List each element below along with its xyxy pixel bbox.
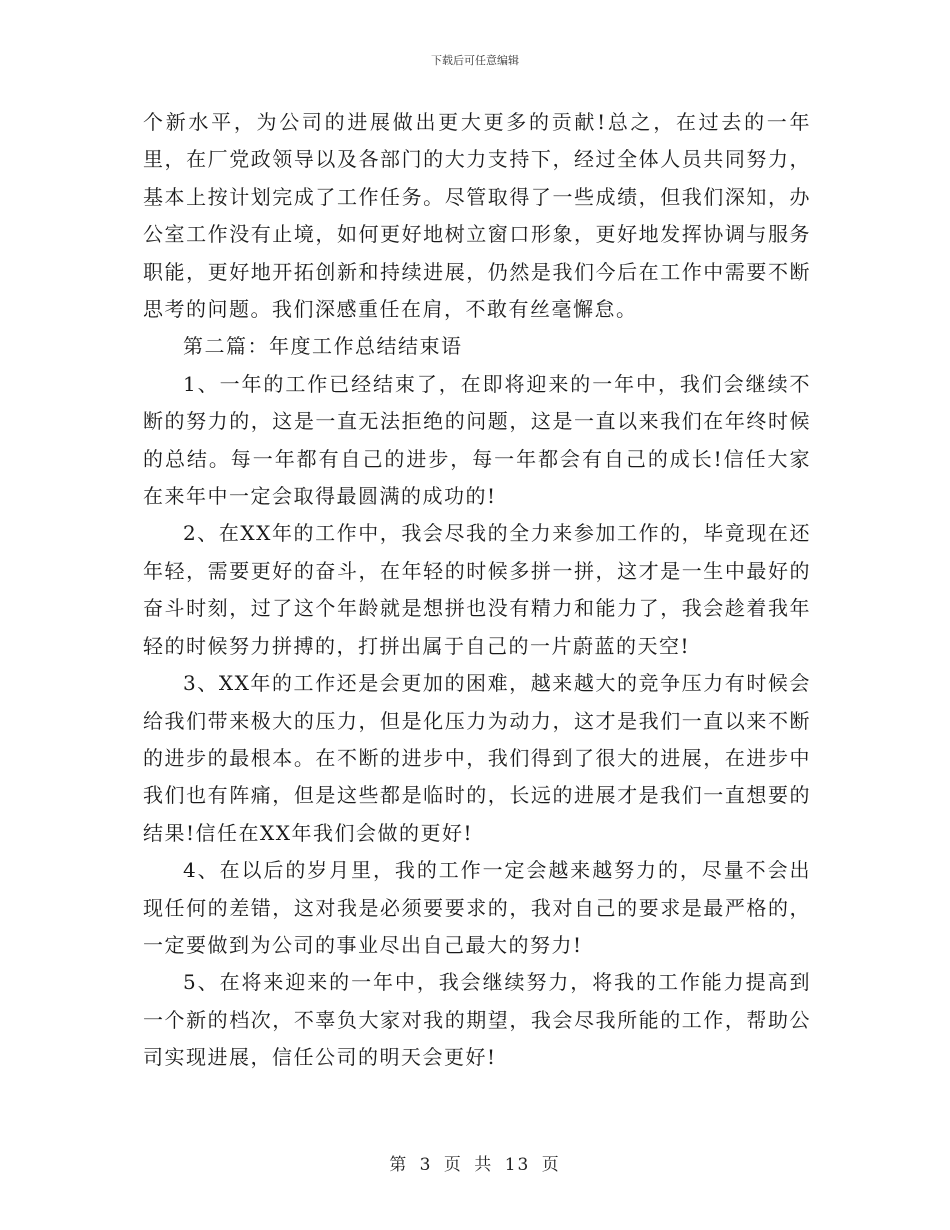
document-body (143, 104, 811, 1077)
paragraph-item-5: 5、在将来迎来的一年中，我会继续努力，将我的工作能力提高到一个新的档次，不辜负大家对我的期望，我会尽我所能的工作，帮助公司实现进展，信任公司的明天会更好! (143, 970, 811, 1070)
paragraph-continuation: 个新水平，为公司的进展做出更大更多的贡献!总之，在过去的一年里，在厂党政领导以及各部门的大力支持下，经过全体人员共同努力，基本上按计划完成了工作任务。尽管取得了一些成绩，但我们深知，办公室工作没有止境，如何更好地树立窗口形象，更好地发挥协调与服务职能，更好地开拓创新和持续进展，仍然是我们今后在工作中需要不断思考的问题。我们深感重任在肩，不敢有丝毫懈怠。 (143, 110, 811, 322)
paragraph-item-3: 3、XX年的工作还是会更加的困难，越来越大的竞争压力有时候会给我们带来极大的压力，但是化压力为动力，这才是我们一直以来不断的进步的最根本。在不断的进步中，我们得到了很大的进展，在进步中我们也有阵痛，但是这些都是临时的，长远的进展才是我们一直想要的结果!信任在XX年我们会做的更好! (143, 671, 811, 845)
paragraph-item-1: 1、一年的工作已经结束了，在即将迎来的一年中，我们会继续不断的努力的，这是一直无法拒绝的问题，这是一直以来我们在年终时候的总结。每一年都有自己的进步，每一年都会有自己的成长!信任大家在来年中一定会取得最圆满的成功的! (143, 371, 811, 509)
page-number-footer: 第 3 页 共 13 页 (389, 1155, 561, 1175)
paragraph-item-2: 2、在XX年的工作中，我会尽我的全力来参加工作的，毕竟现在还年轻，需要更好的奋斗，在年轻的时候多拼一拼，这才是一生中最好的奋斗时刻，过了这个年龄就是想拼也没有精力和能力了，我会趁着我年轻的时候努力拼搏的，打拼出属于自己的一片蔚蓝的天空! (143, 521, 811, 658)
paragraph-item-4: 4、在以后的岁月里，我的工作一定会越来越努力的，尽量不会出现任何的差错，这对我是必须要要求的，我对自己的要求是最严格的，一定要做到为公司的事业尽出自己最大的努力! (143, 858, 811, 957)
page-header: 下载后可任意编辑 (431, 54, 519, 67)
section-heading: 第二篇：年度工作总结结束语 (183, 334, 463, 359)
